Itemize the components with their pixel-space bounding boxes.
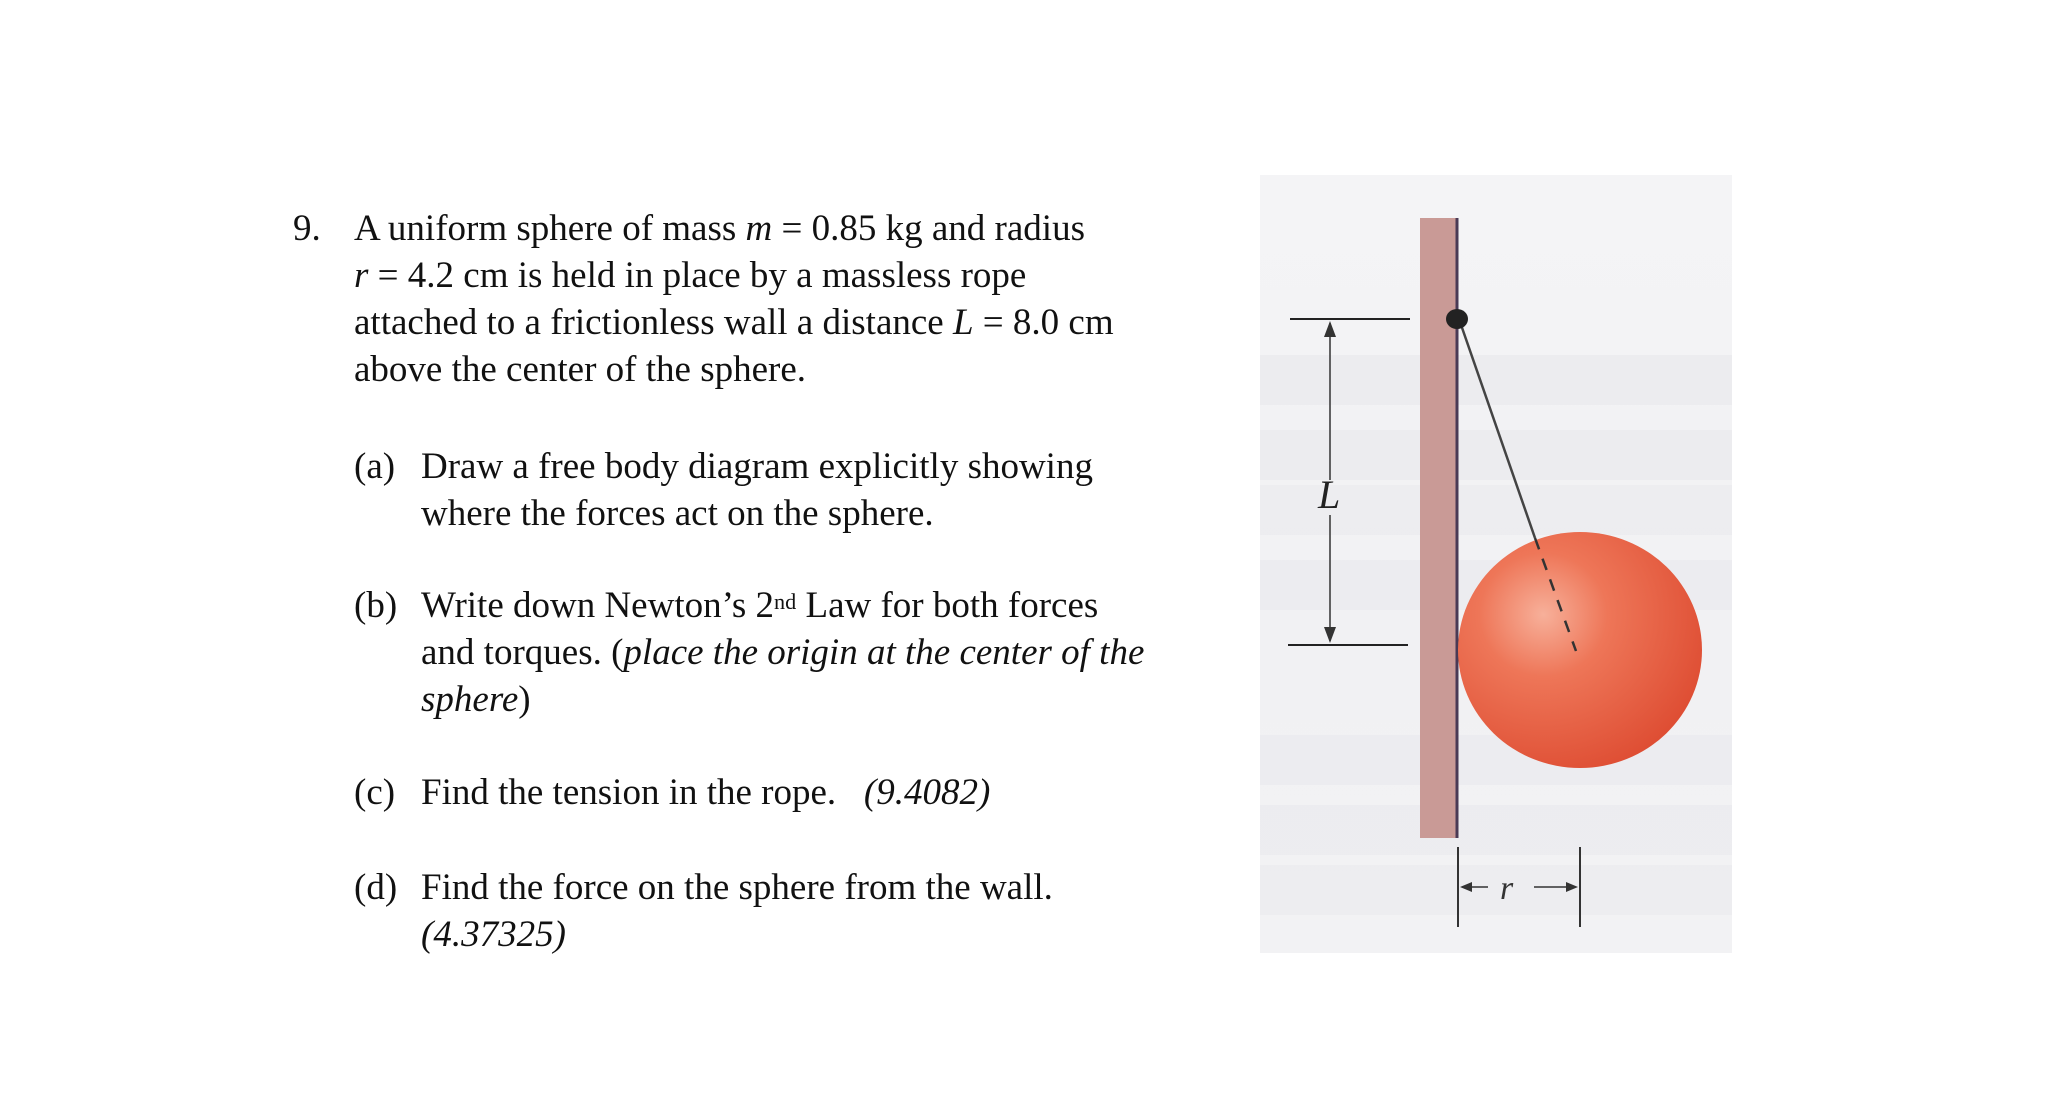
stem-line-1: A uniform sphere of mass m = 0.85 kg and radius	[354, 208, 1085, 249]
part-a-line-1: Draw a free body diagram explicitly showing	[421, 446, 1093, 487]
part-b-line-1: Write down Newton’s 2nd Law for both forces	[421, 585, 1099, 626]
part-c-answer: (9.4082)	[863, 772, 991, 813]
part-label: (b)	[354, 585, 398, 626]
stem-line-3: attached to a frictionless wall a distance L = 8.0 cm	[354, 302, 1114, 343]
part-c-text: Find the tension in the rope.	[421, 772, 837, 813]
problem-statement	[354, 205, 1234, 393]
part-label: (c)	[354, 772, 396, 813]
part-d-answer: (4.37325)	[421, 914, 566, 955]
sphere-diagram-icon	[1260, 175, 1732, 953]
part-d-text: Find the force on the sphere from the wall.	[421, 867, 1053, 908]
part-label: (a)	[354, 446, 396, 487]
stem-line-2: r = 4.2 cm is held in place by a massless rope	[354, 255, 1027, 296]
sphere-wall-figure	[1260, 175, 1732, 953]
svg-text:L: L	[1318, 472, 1341, 517]
part-label: (d)	[354, 867, 398, 908]
part-b-line-3: sphere)	[421, 679, 531, 720]
part-b-line-2: and torques. (place the origin at the center of the	[421, 632, 1145, 673]
stem-line-4: above the center of the sphere.	[354, 349, 807, 390]
problem-number: 9.	[293, 208, 321, 249]
part-a-line-2: where the forces act on the sphere.	[421, 493, 934, 534]
svg-text:r: r	[1500, 870, 1514, 907]
